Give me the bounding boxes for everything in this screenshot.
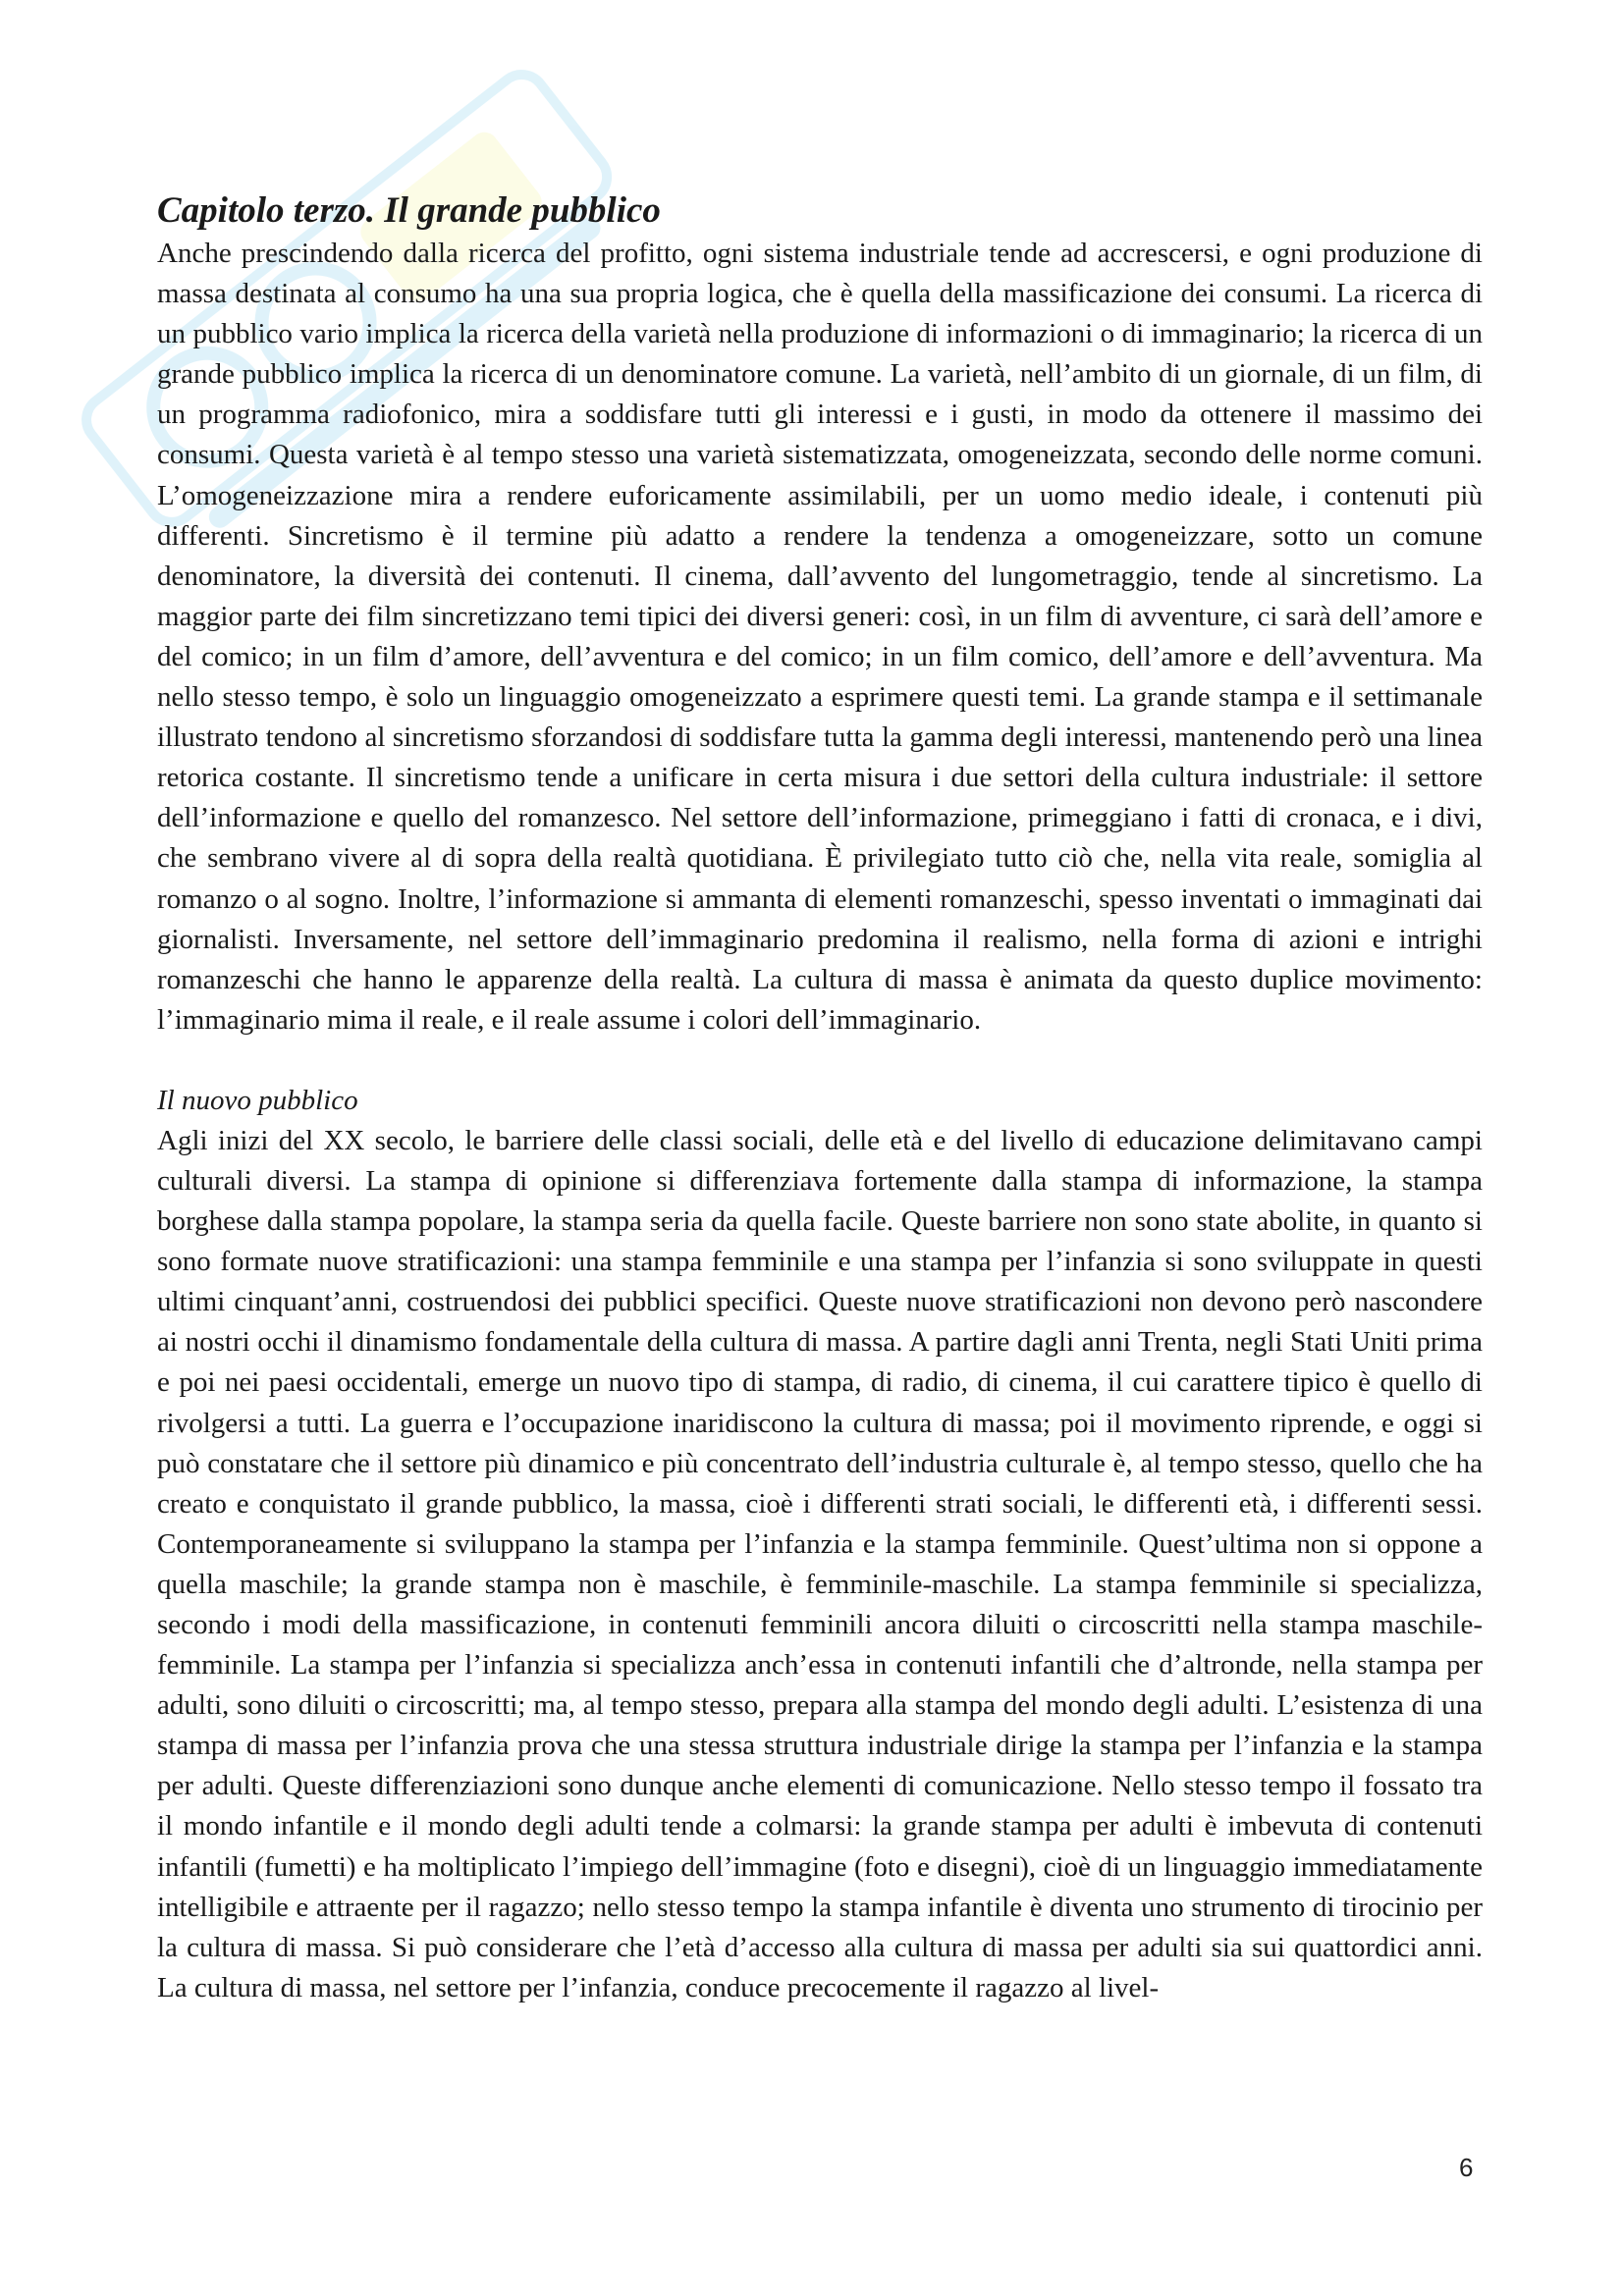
chapter-paragraph: Anche prescindendo dalla ricerca del profitto, ogni sistema industriale tende ad accrescersi, e ogni produzione di massa destinata al consumo ha una sua propria logica, che è quella della massificazione dei consumi. La ricerca di un pubblico vario implica la ricerca della varietà nella produzione di informazioni o di immaginario; la ricerca di un grande pubblico implica la ricerca di un denominatore comune. La varietà, nell’ambito di un giornale, di un film, di un programma radiofonico, mira a soddisfare tutti gli interessi e i gusti, in modo da ottenere il massimo dei consumi. Questa varietà è al tempo stesso una varietà sistematizzata, omogeneizzata, secondo delle norme comuni. L’omogeneizzazione mira a rendere euforicamente assimilabili, per un uomo medio ideale, i contenuti più differenti. Sincretismo è il termine più adatto a rendere la tendenza a omogeneizzare, sotto un comune denominatore, la diversità dei contenuti. Il cinema, dall’avvento del lungometraggio, tende al sincretismo. La maggior parte dei film sincretizzano temi tipici dei diversi generi: così, in un film di avventure, ci sarà dell’amore e del comico; in un film d’amore, dell’avventura e del comico; in un film comico, dell’amore e dell’avventura. Ma nello stesso tempo, è solo un linguaggio omogeneizzato a esprimere questi temi. La grande stampa e il settimanale illustrato tendono al sincretismo sforzandosi di soddisfare tutta la gamma degli interessi, mantenendo però una linea retorica costante. Il sincretismo tende a unificare in certa misura i due settori della cultura industriale: il settore dell’informazione e quello del romanzesco. Nel settore dell’informazione, primeggiano i fatti di cronaca, e i divi, che sembrano vivere al di sopra della realtà quotidiana. È privilegiato tutto ciò che, nella vita reale, somiglia al romanzo o al sogno. Inoltre, l’informazione si ammanta di elementi romanzeschi, spesso inventati o immaginati dai giornalisti. Inversamente, nel settore dell’immaginario predomina il realismo, nella forma di azioni e intrighi romanzeschi che hanno le apparenze della realtà. La cultura di massa è animata da questo duplice movimento: l’immaginario mima il reale, e il reale assume i colori dell’immaginario. — [157, 238, 1483, 1036]
chapter-title: Capitolo terzo. Il grande pubblico — [157, 190, 661, 231]
section-title: Il nuovo pubblico — [157, 1084, 358, 1116]
page-number: 6 — [1459, 2153, 1474, 2182]
page-body — [157, 188, 1483, 2008]
section-paragraph: Agli inizi del XX secolo, le barriere delle classi sociali, delle età e del livello di educazione delimitavano campi culturali diversi. La stampa di opinione si differenziava fortemente dalla stampa di informazione, la stampa borghese dalla stampa popolare, la stampa seria da quella facile. Queste barriere non sono state abolite, in quanto si sono formate nuove stratificazioni: una stampa femminile e una stampa per l’infanzia si sono sviluppate in questi ultimi cinquant’anni, costruendosi dei pubblici specifici. Queste nuove stratificazioni non devono però nascondere ai nostri occhi il dinamismo fondamentale della cultura di massa. A partire dagli anni Trenta, negli Stati Uniti prima e poi nei paesi occidentali, emerge un nuovo tipo di stampa, di radio, di cinema, il cui carattere tipico è quello di rivolgersi a tutti. La guerra e l’occupazione inaridiscono la cultura di massa; poi il movimento riprende, e oggi si può constatare che il settore più dinamico e più concentrato dell’industria culturale è, al tempo stesso, quello che ha creato e conquistato il grande pubblico, la massa, cioè i differenti strati sociali, le differenti età, i differenti sessi. Contemporaneamente si sviluppano la stampa per l’infanzia e la stampa femminile. Quest’ultima non si oppone a quella maschile; la grande stampa non è maschile, è femminile-maschile. La stampa femminile si specializza, secondo i modi della massificazione, in contenuti femminili ancora diluiti o circoscritti nella stampa maschile-femminile. La stampa per l’infanzia si specializza anch’essa in contenuti infantili che d’altronde, nella stampa per adulti, sono diluiti o circoscritti; ma, al tempo stesso, prepara alla stampa del mondo degli adulti. L’esistenza di una stampa di massa per l’infanzia prova che una stessa struttura industriale dirige la stampa per l’infanzia e la stampa per adulti. Queste differenziazioni sono dunque anche elementi di comunicazione. Nello stesso tempo il fossato tra il mondo infantile e il mondo degli adulti tende a colmarsi: la grande stampa per adulti è imbevuta di contenuti infantili (fumetti) e ha moltiplicato l’impiego dell’immagine (foto e disegni), cioè di un linguaggio immediatamente intelligibile e attraente per il ragazzo; nello stesso tempo la stampa infantile è diventa uno strumento di tirocinio per la cultura di massa. Si può considerare che l’età d’accesso alla cultura di massa per adulti sia sui quattordici anni. La cultura di massa, nel settore per l’infanzia, conduce precocemente il ragazzo al livel- — [157, 1124, 1483, 2003]
